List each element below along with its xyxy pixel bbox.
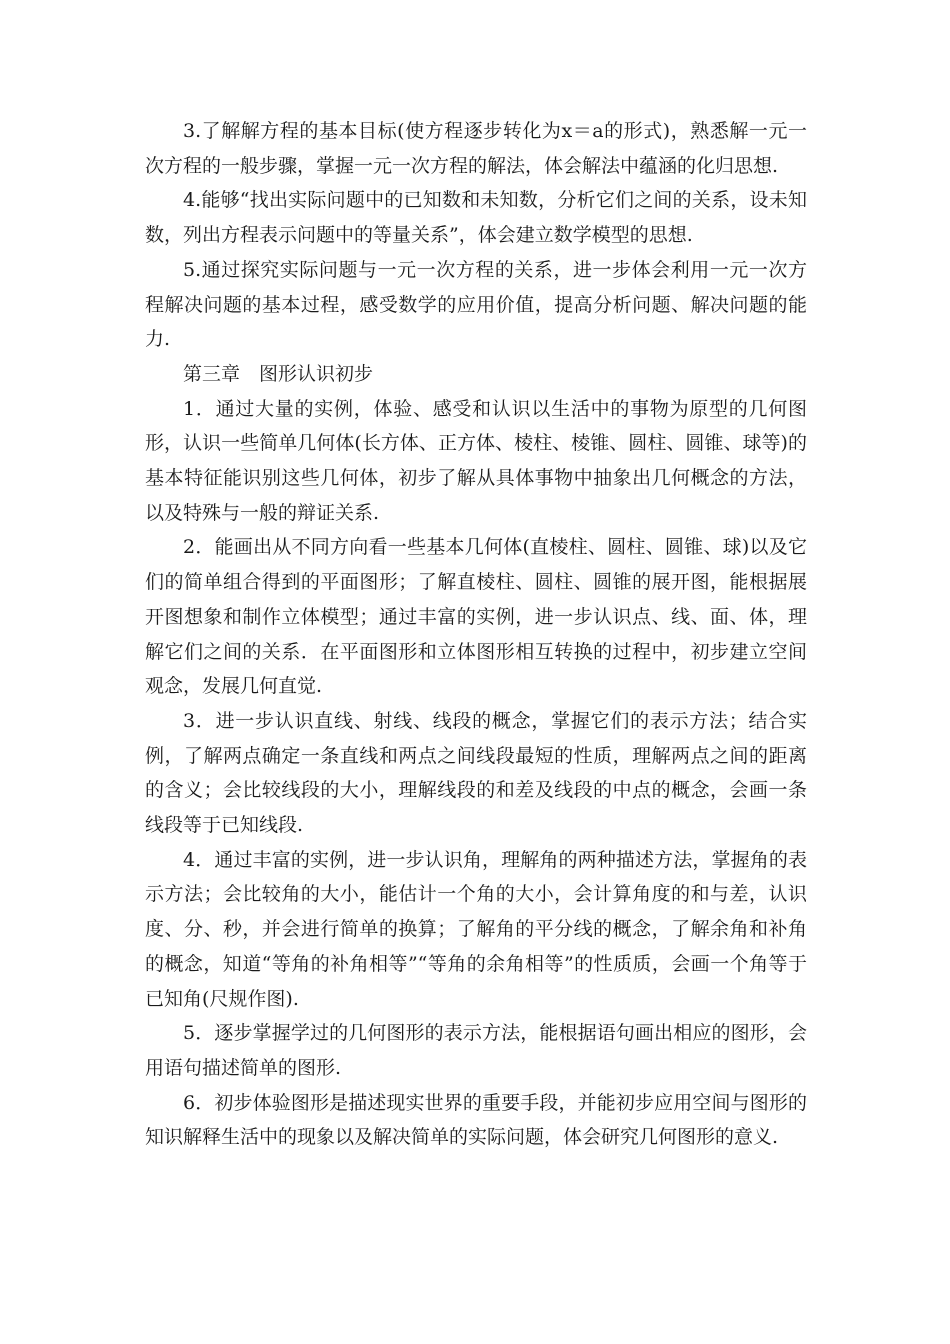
chapter-item-5: 5．逐步掌握学过的几何图形的表示方法，能根据语句画出相应的图形，会用语句描述简单的图形. bbox=[145, 1022, 807, 1079]
document-page bbox=[145, 114, 807, 1155]
objective-item-5: 5.通过探究实际问题与一元一次方程的关系，进一步体会利用一元一次方程解决问题的基本过程，感受数学的应用价值，提高分析问题、解决问题的能力. bbox=[145, 258, 807, 351]
chapter-three-heading: 第三章 图形认识初步 bbox=[183, 362, 374, 385]
chapter-item-4: 4．通过丰富的实例，进一步认识角，理解角的两种描述方法，掌握角的表示方法；会比较角的大小，能估计一个角的大小，会计算角度的和与差，认识度、分、秒，并会进行简单的换算；了解角的平分线的概念，了解余角和补角的概念，知道“等角的补角相等”“等角的余角相等”的性质质，会画一个角等于已知角(尺规作图). bbox=[145, 848, 807, 1010]
chapter-item-3: 3．进一步认识直线、射线、线段的概念，掌握它们的表示方法；结合实例，了解两点确定一条直线和两点之间线段最短的性质，理解两点之间的距离的含义；会比较线段的大小，理解线段的和差及线段的中点的概念，会画一条线段等于已知线段. bbox=[145, 709, 807, 837]
chapter-item-6: 6．初步体验图形是描述现实世界的重要手段，并能初步应用空间与图形的知识解释生活中的现象以及解决简单的实际问题，体会研究几何图形的意义. bbox=[145, 1091, 807, 1149]
objective-item-3: 3.了解解方程的基本目标(使方程逐步转化为x＝a的形式)，熟悉解一元一次方程的一般步骤，掌握一元一次方程的解法，体会解法中蕴涵的化归思想. bbox=[145, 120, 807, 177]
objective-item-4: 4.能够“找出实际问题中的已知数和未知数，分析它们之间的关系，设未知数，列出方程表示问题中的等量关系”，体会建立数学模型的思想. bbox=[145, 189, 807, 247]
chapter-item-1: 1．通过大量的实例，体验、感受和认识以生活中的事物为原型的几何图形，认识一些简单几何体(长方体、正方体、棱柱、棱锥、圆柱、圆锥、球等)的基本特征能识别这些几何体，初步了解从具体事物中抽象出几何概念的方法，以及特殊与一般的辩证关系. bbox=[145, 397, 807, 524]
chapter-item-2: 2．能画出从不同方向看一些基本几何体(直棱柱、圆柱、圆锥、球)以及它们的简单组合得到的平面图形；了解直棱柱、圆柱、圆锥的展开图，能根据展开图想象和制作立体模型；通过丰富的实例，进一步认识点、线、面、体，理解它们之间的关系．在平面图形和立体图形相互转换的过程中，初步建立空间观念，发展几何直觉. bbox=[145, 536, 807, 698]
